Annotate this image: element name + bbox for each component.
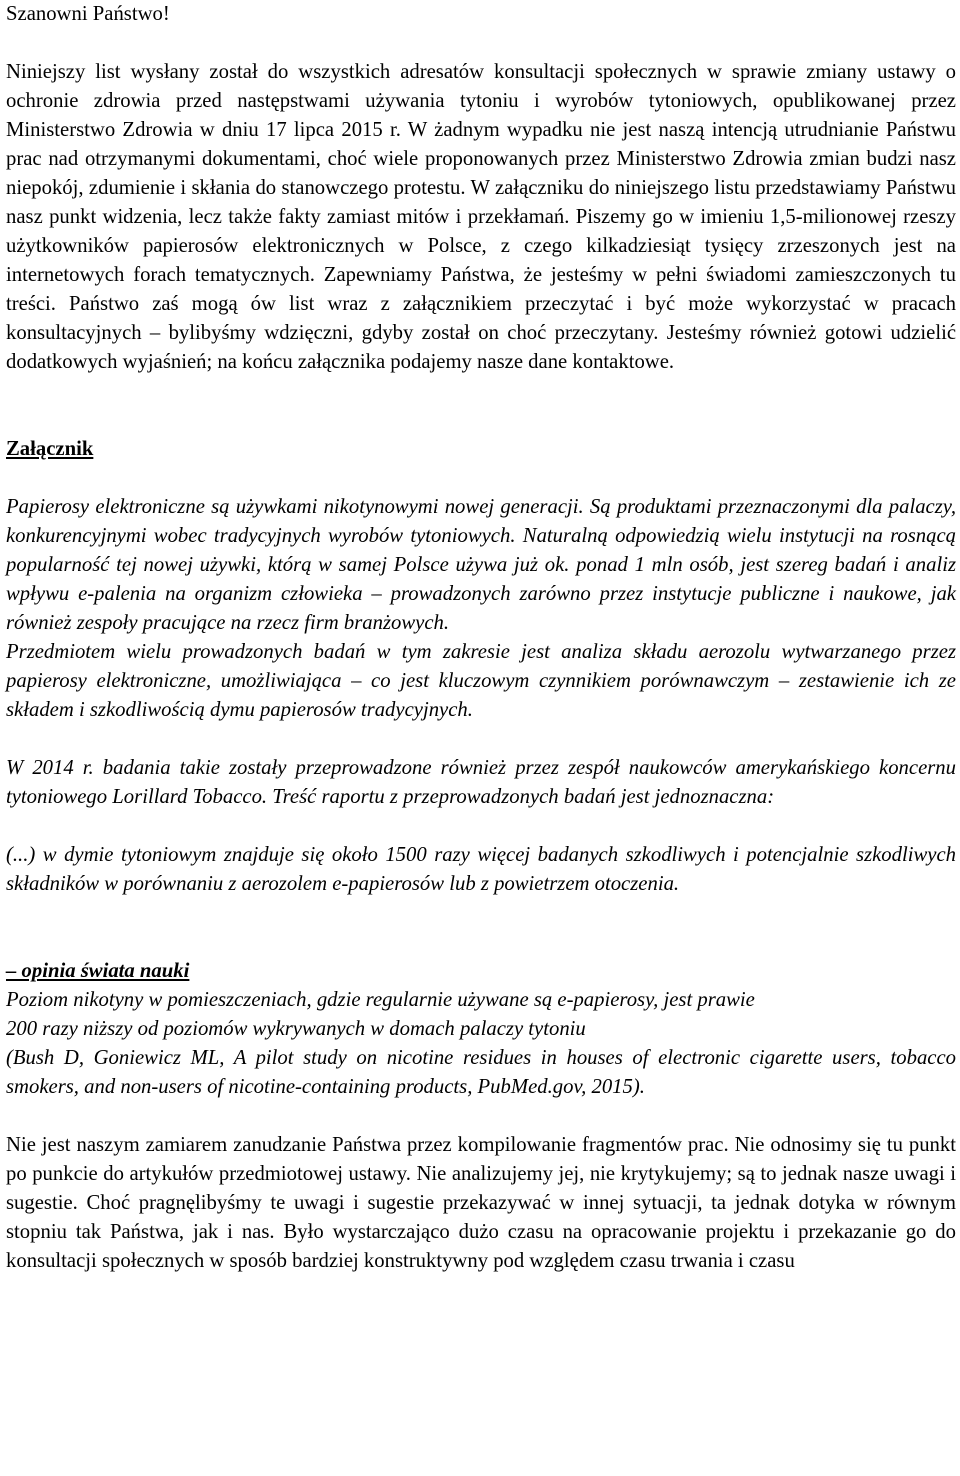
spacer bbox=[6, 29, 956, 58]
spacer bbox=[6, 812, 956, 841]
attachment-lorillard: W 2014 r. badania takie zostały przeprowadzone również przez zespół naukowców amerykańskiego koncernu tytoniowego Lorillard Tobacco. Treść raportu z przeprowadzonych badań jest jednoznaczna: bbox=[6, 757, 956, 808]
science-finding-line1: Poziom nikotyny w pomieszczeniach, gdzie regularnie używane są e-papierosy, jest prawie bbox=[6, 989, 755, 1011]
attachment-heading: Załącznik bbox=[6, 438, 94, 460]
science-finding-line2: 200 razy niższy od poziomów wykrywanych w domach palaczy tytoniu bbox=[6, 1018, 586, 1040]
attachment-research: Przedmiotem wielu prowadzonych badań w tym zakresie jest analiza składu aerozolu wytwarzanego przez papierosy elektroniczne, umożliwiająca – co jest kluczowym czynnikiem porównawczym – zestawienie ich ze składem i szkodliwością dymu papierosów tradycyjnych. bbox=[6, 641, 956, 721]
science-heading: – opinia świata nauki bbox=[6, 960, 190, 982]
closing-paragraph: Nie jest naszym zamiarem zanudzanie Państwa przez kompilowanie fragmentów prac. Nie odnosimy się tu punkt po punkcie do artykułów przedmiotowej ustawy. Nie analizujemy jej, nie krytykujemy; są to jednak nasze uwagi i sugestie. Choć pragnęlibyśmy te uwagi i sugestie przekazywać w innej sytuacji, ta jednak dotyka w równym stopniu tak Państwa, jak i nas. Było wystarczająco dużo czasu na opracowanie projektu i przekazanie go do konsultacji społecznych w sposób bardziej konstruktywny pod względem czasu trwania i czasu bbox=[6, 1134, 956, 1272]
spacer bbox=[6, 464, 956, 493]
attachment-quote: (...) w dymie tytoniowym znajduje się około 1500 razy więcej badanych szkodliwych i potencjalnie szkodliwych składników w porównaniu z aerozolem e-papierosów lub z powietrzem otoczenia. bbox=[6, 844, 956, 895]
science-citation: (Bush D, Goniewicz ML, A pilot study on nicotine residues in houses of electronic cigarette users, tobacco smokers, and non-users of nicotine-containing products, PubMed.gov, 2015). bbox=[6, 1047, 956, 1098]
spacer bbox=[6, 899, 956, 957]
attachment-intro: Papierosy elektroniczne są używkami nikotynowymi nowej generacji. Są produktami przeznaczonymi dla palaczy, konkurencyjnymi wobec tradycyjnych wyrobów tytoniowych. Naturalną odpowiedzią wielu instytucji na rosnącą popularność tej nowej używki, którą w samej Polsce używa już ok. ponad 1 mln osób, jest szereg badań i analiz wpływu e-palenia na organizm człowieka – prowadzonych zarówno przez instytucje publiczne i naukowe, jak również zespoły pracujące na rzecz firm branżowych. bbox=[6, 496, 956, 634]
salutation: Szanowni Państwo! bbox=[6, 3, 170, 25]
spacer bbox=[6, 377, 956, 435]
letter-paragraph: Niniejszy list wysłany został do wszystkich adresatów konsultacji społecznych w sprawie zmiany ustawy o ochronie zdrowia przed następstwami używania tytoniu i wyrobów tytoniowych, opublikowanej przez Ministerstwo Zdrowia w dniu 17 lipca 2015 r. W żadnym wypadku nie jest naszą intencją utrudnianie Państwu prac nad otrzymanymi dokumentami, choć wiele proponowanych przez Ministerstwo Zdrowia zmian budzi nasz niepokój, zdumienie i skłania do stanowczego protestu. W załączniku do niniejszego listu przedstawiamy Państwu nasz punkt widzenia, lecz także fakty zamiast mitów i przekłamań. Piszemy go w imieniu 1,5-milionowej rzeszy użytkowników papierosów elektronicznych w Polsce, z czego kilkadziesiąt tysięcy zrzeszonych jest na internetowych forach tematycznych. Zapewniamy Państwa, że jesteśmy w pełni świadomi zamieszczonych tu treści. Państwo zaś mogą ów list wraz z załącznikiem przeczytać i być może wykorzystać w pracach konsultacyjnych – bylibyśmy wdzięczni, gdyby został on choć przeczytany. Jesteśmy również gotowi udzielić dodatkowych wyjaśnień; na końcu załącznika podajemy nasze dane kontaktowe. bbox=[6, 61, 956, 373]
spacer bbox=[6, 725, 956, 754]
spacer bbox=[6, 1102, 956, 1131]
document-page bbox=[6, 0, 956, 1276]
